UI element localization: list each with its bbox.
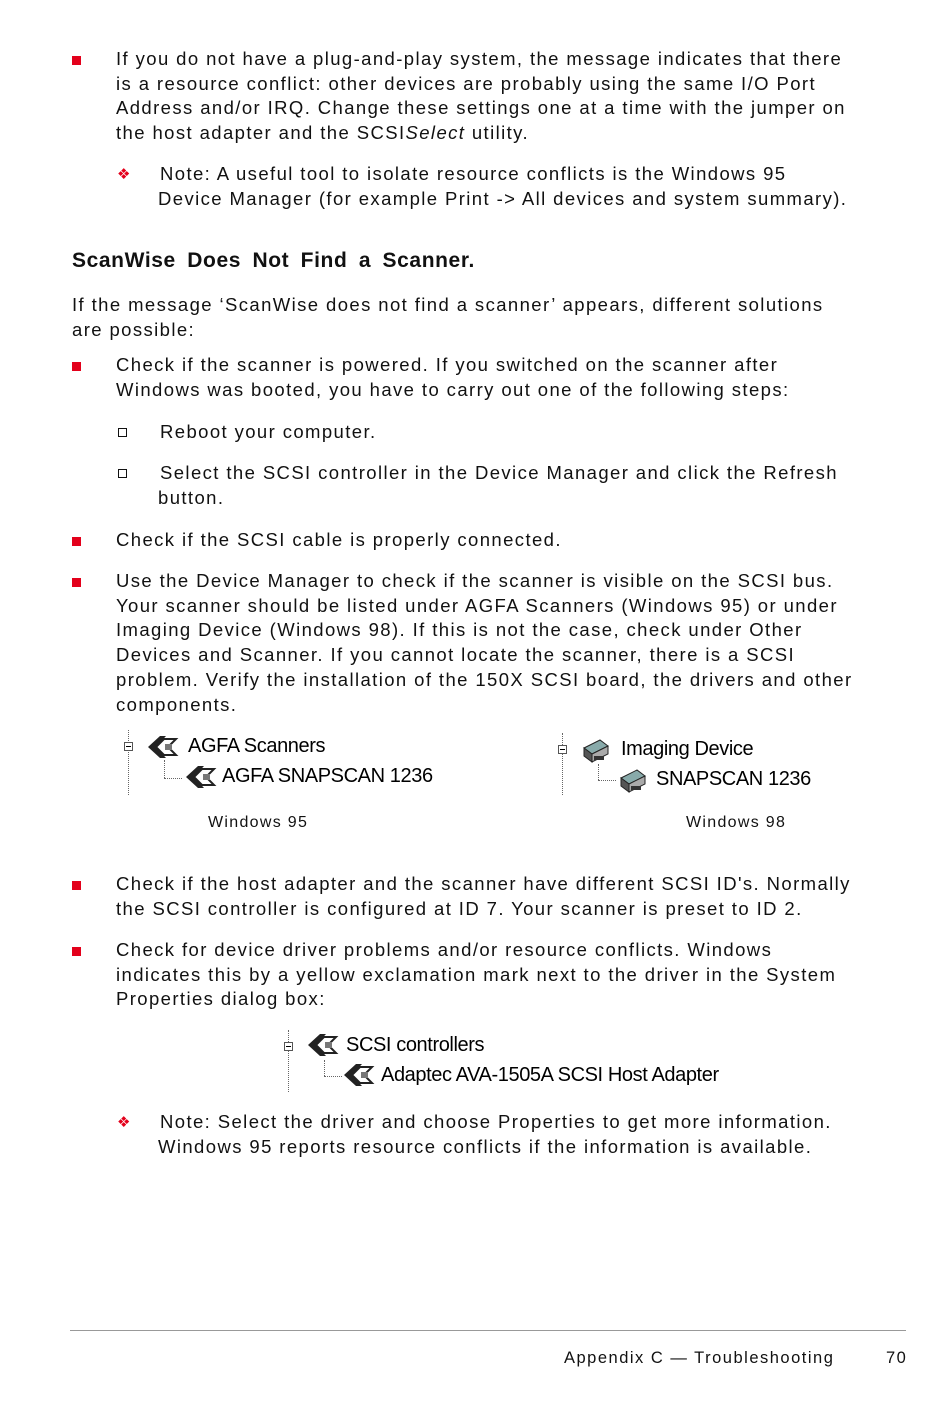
tree-connector — [598, 764, 599, 780]
text-line: Check if the scanner is powered. If you switched on the scanner after — [116, 354, 779, 375]
text-line: If the message ‘ScanWise does not find a scanner’ appears, different solutions — [72, 294, 824, 315]
note-diamond-icon: ❖ — [117, 1113, 131, 1131]
text-line: the SCSI controller is configured at ID 7. Your scanner is preset to ID 2. — [116, 897, 803, 919]
tree-connector — [562, 733, 563, 795]
check-power-paragraph — [116, 353, 790, 402]
scsi-device-icon — [306, 1032, 338, 1058]
bullet-marker — [72, 881, 81, 890]
text-line: Note: A useful tool to isolate resource conflicts is the Windows 95 — [160, 163, 787, 184]
footer-rule — [70, 1330, 906, 1331]
text-line: Check for device driver problems and/or resource conflicts. Windows — [116, 939, 773, 960]
text-line: Device Manager (for example Print -> All devices and system summary). — [158, 187, 848, 209]
text-line: Devices and Scanner. If you cannot locate the scanner, there is a SCSI — [116, 644, 796, 666]
scsi-device-icon — [146, 734, 178, 760]
text-line: Select the SCSI controller in the Device Manager and click the Refresh — [160, 462, 838, 483]
text-line — [116, 121, 846, 146]
caption-windows-95: Windows 95 — [208, 814, 309, 831]
caption-windows-98: Windows 98 — [686, 814, 787, 831]
text-line: Windows was booted, you have to carry out one of the following steps: — [116, 378, 790, 400]
intro-paragraph — [72, 293, 824, 342]
driver-problems-paragraph — [116, 938, 836, 1012]
tree-parent-label: Imaging Device — [621, 738, 754, 760]
resource-conflict-paragraph — [116, 47, 846, 146]
bullet-marker — [72, 56, 81, 65]
text-line: button. — [158, 486, 225, 508]
scanner-icon — [617, 766, 649, 794]
collapse-icon — [558, 745, 567, 754]
bullet-marker — [72, 537, 81, 546]
scanner-icon — [580, 736, 612, 764]
collapse-icon — [284, 1042, 293, 1051]
tree-connector — [288, 1030, 289, 1092]
text-line: Imaging Device (Windows 98). If this is not the case, check under Other — [116, 619, 803, 641]
scsi-cable-item: Check if the SCSI cable is properly connected. — [116, 529, 562, 550]
note-properties — [158, 1110, 832, 1159]
reboot-item: Reboot your computer. — [160, 421, 377, 442]
scsi-device-icon — [342, 1062, 374, 1088]
text-line: Address and/or IRQ. Change these settings one at a time with the jumper on — [116, 97, 846, 119]
page-number: 70 — [886, 1349, 908, 1367]
tree-connector — [128, 730, 129, 795]
text-span: utility. — [465, 122, 529, 144]
tree-connector — [324, 1060, 325, 1076]
collapse-icon — [124, 742, 133, 751]
text-line: Note: Select the driver and choose Properties to get more information. — [160, 1111, 832, 1132]
text-line: Windows 95 reports resource conflicts if the information is available. — [158, 1135, 813, 1157]
sub-bullet-marker — [118, 469, 127, 478]
bullet-marker — [72, 578, 81, 587]
refresh-item — [158, 461, 838, 510]
text-line: problem. Verify the installation of the 150X SCSI board, the drivers and other — [116, 668, 853, 690]
text-line: If you do not have a plug-and-play system, the message indicates that there — [116, 48, 843, 69]
footer-section: Appendix C — Troubleshooting — [564, 1349, 835, 1367]
tree-connector — [164, 778, 182, 779]
device-manager-paragraph — [116, 569, 853, 717]
text-span: the host adapter and the SCSI — [116, 122, 406, 144]
sub-bullet-marker — [118, 428, 127, 437]
note-diamond-icon: ❖ — [117, 165, 131, 183]
text-line: Properties dialog box: — [116, 988, 326, 1010]
text-line: Your scanner should be listed under AGFA Scanners (Windows 95) or under — [116, 594, 838, 616]
scsi-id-paragraph — [116, 872, 851, 921]
tree-child-label: SNAPSCAN 1236 — [656, 768, 811, 790]
text-line: Use the Device Manager to check if the scanner is visible on the SCSI bus. — [116, 570, 834, 591]
tree-connector — [164, 760, 165, 778]
tree-connector — [598, 780, 616, 781]
tree-child-label: Adaptec AVA-1505A SCSI Host Adapter — [381, 1064, 719, 1086]
scsi-device-icon — [184, 764, 216, 790]
text-line: Check if the host adapter and the scanner have different SCSI ID's. Normally — [116, 873, 851, 894]
section-heading: ScanWise Does Not Find a Scanner. — [72, 249, 475, 272]
select-italic: Select — [405, 122, 466, 144]
bullet-marker — [72, 362, 81, 371]
text-line: are possible: — [72, 318, 196, 340]
text-line: components. — [116, 693, 238, 715]
tree-parent-label: SCSI controllers — [346, 1034, 485, 1056]
tree-connector — [324, 1076, 342, 1077]
text-line: is a resource conflict: other devices are probably using the same I/O Port — [116, 72, 816, 94]
tree-parent-label: AGFA Scanners — [188, 735, 326, 757]
text-line: indicates this by a yellow exclamation mark next to the driver in the System — [116, 963, 837, 985]
tree-child-label: AGFA SNAPSCAN 1236 — [222, 765, 433, 787]
bullet-marker — [72, 947, 81, 956]
note-device-manager — [158, 162, 847, 211]
